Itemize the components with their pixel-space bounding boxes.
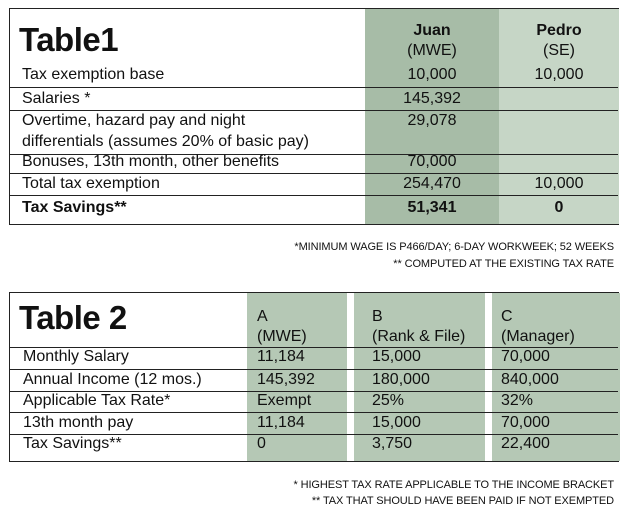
column-b-letter: B <box>372 308 383 325</box>
juan-name: Juan <box>413 22 451 39</box>
table-2 <box>9 292 619 462</box>
column-a-header <box>257 307 307 347</box>
row-label: 13th month pay <box>23 414 134 431</box>
value-c: 70,000 <box>501 414 550 431</box>
value-b: 25% <box>372 392 405 409</box>
column-a-letter: A <box>257 308 268 325</box>
value-c: 32% <box>501 392 534 409</box>
pedro-name: Pedro <box>536 22 582 39</box>
row-label: Tax exemption base <box>22 66 165 83</box>
value-c: 70,000 <box>501 348 550 365</box>
value-a: 11,184 <box>257 414 305 431</box>
table-1-note-1: *MINIMUM WAGE IS P466/DAY; 6-DAY WORKWEEK; 52 WEEKS <box>294 241 614 253</box>
row-label: Applicable Tax Rate* <box>23 392 171 409</box>
row-label: Total tax exemption <box>22 175 160 192</box>
table-2-note-2: ** TAX THAT SHOULD HAVE BEEN PAID IF NOT EXEMPTED <box>311 495 614 507</box>
row-label: Monthly Salary <box>23 348 129 365</box>
pedro-type: (SE) <box>543 42 575 59</box>
juan-value: 51,341 <box>407 199 457 216</box>
pedro-value: 10,000 <box>534 66 584 83</box>
table-1-title: Table1 <box>19 21 119 58</box>
row-label: Tax Savings** <box>23 435 122 452</box>
juan-value: 70,000 <box>407 153 457 170</box>
value-a: 145,392 <box>257 371 315 388</box>
pedro-value: 0 <box>554 199 564 216</box>
column-c-type: (Manager) <box>501 328 575 345</box>
row-label-line2: differentials (assumes 20% of basic pay) <box>22 133 309 150</box>
row-label: Overtime, hazard pay and night <box>22 112 246 129</box>
column-b-header <box>372 307 465 347</box>
juan-header <box>365 21 499 61</box>
row-label: Bonuses, 13th month, other benefits <box>22 153 280 170</box>
value-c: 22,400 <box>501 435 550 452</box>
column-a-type: (MWE) <box>257 328 307 345</box>
table-2-title: Table 2 <box>19 299 127 336</box>
pedro-header <box>499 21 619 61</box>
juan-value: 29,078 <box>407 112 457 129</box>
value-b: 3,750 <box>372 435 413 452</box>
row-divider <box>10 87 618 88</box>
column-c-header <box>501 307 575 347</box>
juan-value: 10,000 <box>407 66 457 83</box>
value-a: Exempt <box>257 392 312 409</box>
juan-value: 145,392 <box>403 90 461 107</box>
juan-value: 254,470 <box>403 175 461 192</box>
value-b: 15,000 <box>372 348 421 365</box>
table-1 <box>9 8 619 225</box>
value-a: 11,184 <box>257 348 305 365</box>
value-a: 0 <box>257 435 266 452</box>
row-label: Tax Savings** <box>22 199 127 216</box>
row-label: Annual Income (12 mos.) <box>23 371 202 388</box>
column-c-letter: C <box>501 308 513 325</box>
row-label: Salaries * <box>22 90 91 107</box>
row-divider <box>10 195 618 196</box>
table-2-note-1: * HIGHEST TAX RATE APPLICABLE TO THE INCOME BRACKET <box>293 479 614 491</box>
pedro-value: 10,000 <box>534 175 584 192</box>
column-b-type: (Rank & File) <box>372 328 466 345</box>
value-b: 180,000 <box>372 371 430 388</box>
table-1-note-2: ** COMPUTED AT THE EXISTING TAX RATE <box>393 258 614 270</box>
juan-type: (MWE) <box>407 42 457 59</box>
value-b: 15,000 <box>372 414 421 431</box>
value-c: 840,000 <box>501 371 559 388</box>
